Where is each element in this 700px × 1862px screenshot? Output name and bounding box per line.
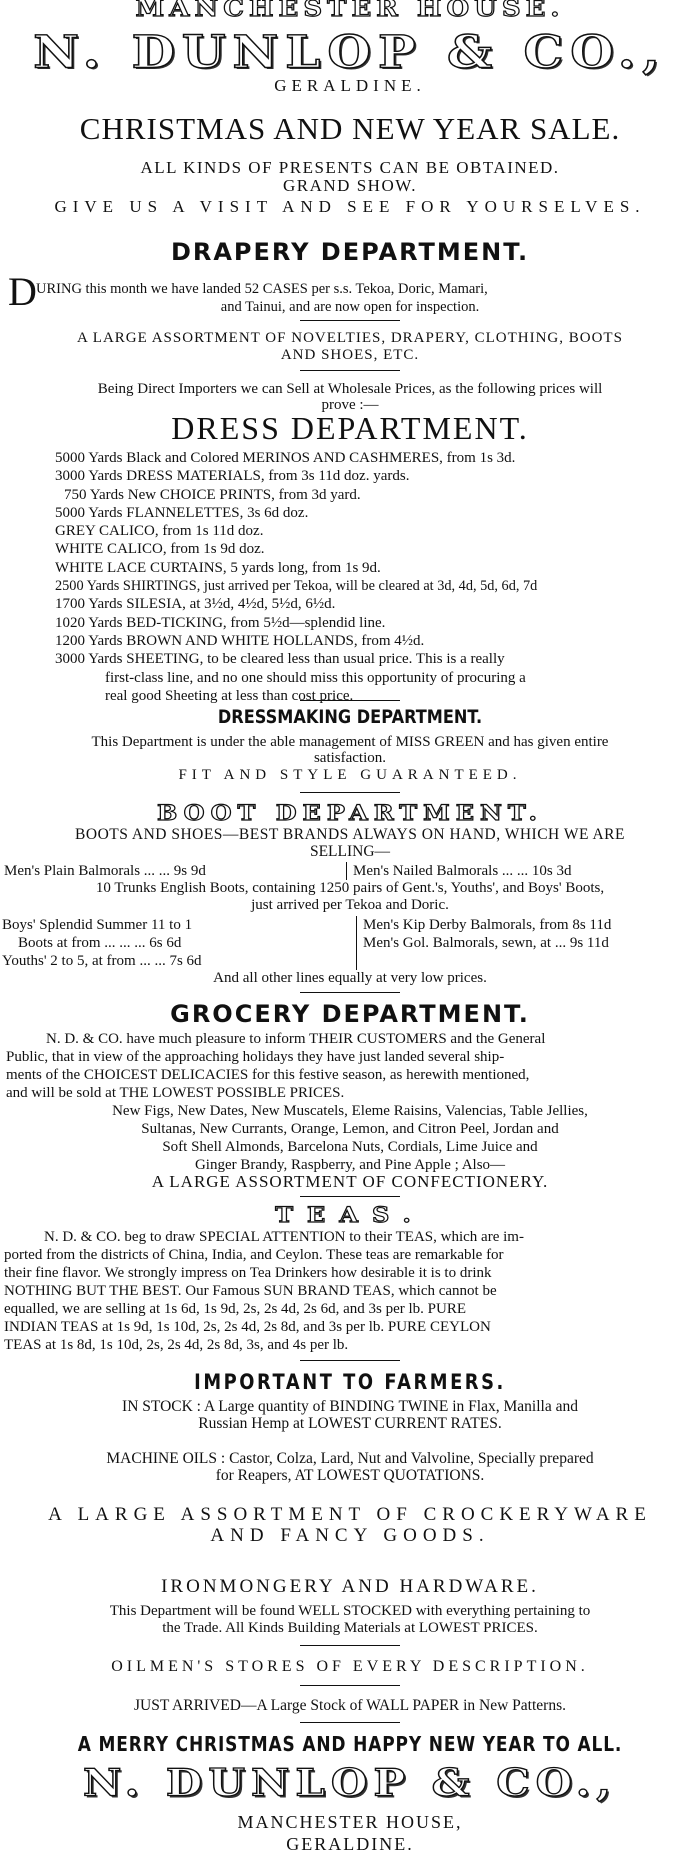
list-item: 1700 Yards SILESIA, at 3½d, 4½d, 5½d, 6½d. [55,596,336,613]
boot-price-list [4,862,694,880]
grocery-para-line: and will be sold at THE LOWEST POSSIBLE PRICES. [6,1085,345,1101]
drapery-assortment-line1: A LARGE ASSORTMENT OF NOVELTIES, DRAPERY, CLOTHING, BOOTS [77,330,623,346]
table-row [2,916,692,934]
grocery-heading: GROCERY DEPARTMENT. [170,1000,530,1028]
list-item: 2500 Yards SHIRTINGS, just arrived per Tekoa, will be cleared at 3d, 4d, 5d, 6d, 7d [55,578,538,595]
boot-plain-balmorals: Men's Plain Balmorals ... ... 9s 9d [4,863,206,879]
crockery-line1: A LARGE ASSORTMENT OF CROCKERYWARE [48,1504,652,1525]
list-item: real good Sheeting at less than cost price. [105,687,354,704]
boot-trunks-line1: 10 Trunks English Boots, containing 1250 pairs of Gent.'s, Youths', and Boys' Boots, [95,880,605,896]
footer-house: MANCHESTER HOUSE, [237,1812,463,1832]
divider [300,1645,400,1646]
boot-price-grid [2,916,692,970]
drapery-drop-cap: D [8,269,37,314]
drapery-heading: DRAPERY DEPARTMENT. [170,238,530,266]
grocery-goods [0,1102,700,1174]
teas-para-line: their fine flavor. We strongly impress on Tea Drinkers how desirable it is to drink [4,1265,492,1281]
boot-heading: BOOT DEPARTMENT. [156,799,544,826]
ironmongery-line2: the Trade. All Kinds Building Materials at LOWEST PRICES. [162,1620,538,1636]
sale-grand-show: GRAND SHOW. [283,176,417,195]
ironmongery-heading: IRONMONGERY AND HARDWARE. [161,1576,539,1597]
list-item: GREY CALICO, from 1s 11d doz. [55,523,264,540]
divider [300,992,400,993]
teas-para-line: equalled, we are selling at 1s 6d, 1s 9d, 2s, 2s 4d, 2s 6d, and 3s per lb. PURE [4,1301,467,1317]
boot-gol-balmorals: Men's Gol. Balmorals, sewn, at ... 9s 11d [356,934,609,952]
list-item: 1200 Yards BROWN AND WHITE HOLLANDS, from 4½d. [55,632,425,649]
farmers-stock-line1: IN STOCK : A Large quantity of BINDING TWINE in Flax, Manilla and [122,1398,578,1415]
masthead-town: GERALDINE. [274,76,426,95]
wallpaper-notice: JUST ARRIVED—A Large Stock of WALL PAPER in New Patterns. [134,1697,566,1714]
farmers-stock-line2: Russian Hemp at LOWEST CURRENT RATES. [198,1415,502,1432]
sale-title: CHRISTMAS AND NEW YEAR SALE. [79,111,621,146]
grocery-goods-line: Sultanas, New Currants, Orange, Lemon, and Citron Peel, Jordan and [141,1121,559,1137]
divider [300,320,400,321]
merry-christmas: A MERRY CHRISTMAS AND HAPPY NEW YEAR TO ALL. [77,1732,623,1756]
divider [300,792,400,793]
divider [300,1685,400,1686]
dressmaking-line2: satisfaction. [313,750,387,766]
grocery-para-line: ments of the CHOICEST DELICACIES for this festive season, as herewith mentioned, [6,1067,530,1083]
table-row [2,934,692,952]
dress-price-list [55,449,695,705]
grocery-paragraph [0,1030,700,1102]
drapery-intro-line2: and Tainui, and are now open for inspection. [220,299,480,315]
oilmen-stores: OILMEN'S STORES OF EVERY DESCRIPTION. [111,1658,589,1675]
teas-heading: TEAS. [275,1201,425,1228]
divider [300,700,400,701]
footer-firm-name: N. DUNLOP & CO., [82,1760,618,1805]
drapery-assortment-line2: AND SHOES, ETC. [280,347,420,363]
divider [300,1722,400,1723]
drapery-importers-line1: Being Direct Importers we can Sell at Wholesale Prices, as the following prices will [97,381,603,397]
list-item: 1020 Yards BED-TICKING, from 5½d—splendid line. [55,614,386,631]
table-row [2,952,692,970]
drapery-intro-line1: URING this month we have landed 52 CASES per s.s. Tekoa, Doric, Mamari, [36,281,488,297]
dressmaking-line1: This Department is under the able management of MISS GREEN and has given entire [91,734,609,750]
teas-para-line: NOTHING BUT THE BEST. Our Famous SUN BRAND TEAS, which cannot be [4,1283,497,1299]
boot-youths: Youths' 2 to 5, at from ... ... 7s 6d [2,953,202,969]
dressmaking-guarantee: FIT AND STYLE GUARANTEED. [178,767,522,783]
grocery-goods-line: Soft Shell Almonds, Barcelona Nuts, Cordials, Lime Juice and [162,1139,538,1155]
boot-boys-summer: Boys' Splendid Summer 11 to 1 [2,917,193,933]
teas-para-line: ported from the districts of China, India, and Ceylon. These teas are remarkable for [4,1247,504,1263]
teas-paragraph [4,1228,694,1354]
farmers-oils-line1: MACHINE OILS : Castor, Colza, Lard, Nut and Valvoline, Specially prepared [106,1450,594,1467]
list-item: 3000 Yards DRESS MATERIALS, from 3s 11d doz. yards. [55,468,410,485]
masthead-house-top: MANCHESTER HOUSE. [135,0,565,23]
drapery-importers-line2: prove :— [321,397,379,413]
list-item: 5000 Yards FLANNELETTES, 3s 6d doz. [55,504,309,521]
list-item: 750 Yards New CHOICE PRINTS, from 3d yard. [64,486,361,503]
teas-para-line: TEAS at 1s 8d, 1s 10d, 2s, 2s 4d, 2s 8d, 3s, and 4s per lb. [4,1337,349,1353]
teas-para-line: INDIAN TEAS at 1s 9d, 1s 10d, 2s, 2s 4d, 2s 8d, and 3s per lb. PURE CEYLON [4,1319,491,1335]
farmers-heading: IMPORTANT TO FARMERS. [194,1370,506,1394]
boot-kip-derby: Men's Kip Derby Balmorals, from 8s 11d [356,916,611,934]
grocery-confectionery: A LARGE ASSORTMENT OF CONFECTIONERY. [151,1172,549,1191]
farmers-oils-line2: for Reapers, AT LOWEST QUOTATIONS. [215,1467,485,1484]
boot-boys-price: Boots at from ... ... ... 6s 6d [18,935,182,951]
masthead-firm-name: N. DUNLOP & CO., [33,24,667,79]
table-row [4,862,694,880]
divider [300,370,400,371]
dress-heading: DRESS DEPARTMENT. [171,410,529,446]
boot-nailed-balmorals: Men's Nailed Balmorals ... ... 10s 3d [346,862,572,880]
grocery-para-line: N. D. & CO. have much pleasure to inform THEIR CUSTOMERS and the General [46,1031,546,1047]
crockery-line2: AND FANCY GOODS. [210,1525,490,1546]
list-item: 3000 Yards SHEETING, to be cleared less than usual price. This is a really [55,651,505,668]
footer-town: GERALDINE. [286,1834,414,1854]
list-item: WHITE LACE CURTAINS, 5 yards long, from 1s 9d. [55,559,381,576]
boot-other-lines: And all other lines equally at very low prices. [213,970,487,986]
dressmaking-heading: DRESSMAKING DEPARTMENT. [217,706,483,728]
boot-trunks-line2: just arrived per Tekoa and Doric. [251,897,449,913]
teas-para-line: N. D. & CO. beg to draw SPECIAL ATTENTION to their TEAS, which are im- [44,1229,524,1245]
grocery-goods-line: New Figs, New Dates, New Muscatels, Eleme Raisins, Valencias, Table Jellies, [112,1103,588,1119]
list-item: 5000 Yards Black and Colored MERINOS AND CASHMERES, from 1s 3d. [55,450,516,466]
ironmongery-line1: This Department will be found WELL STOCKED with everything pertaining to [109,1603,591,1619]
divider [300,1196,400,1197]
list-item: WHITE CALICO, from 1s 9d doz. [55,541,265,558]
boot-brands-line2: SELLING— [309,843,391,860]
sale-visit-line: GIVE US A VISIT AND SEE FOR YOURSELVES. [54,197,646,216]
grocery-goods-line: Ginger Brandy, Raspberry, and Pine Apple ; Also— [194,1157,506,1173]
sale-presents-line: ALL KINDS OF PRESENTS CAN BE OBTAINED. [140,158,560,177]
divider [300,1360,400,1361]
grocery-para-line: Public, that in view of the approaching holidays they have just landed several ship- [6,1049,505,1065]
list-item: first-class line, and no one should miss this opportunity of procuring a [105,669,526,686]
boot-brands-line1: BOOTS AND SHOES—BEST BRANDS ALWAYS ON HAND, WHICH WE ARE [75,826,625,843]
